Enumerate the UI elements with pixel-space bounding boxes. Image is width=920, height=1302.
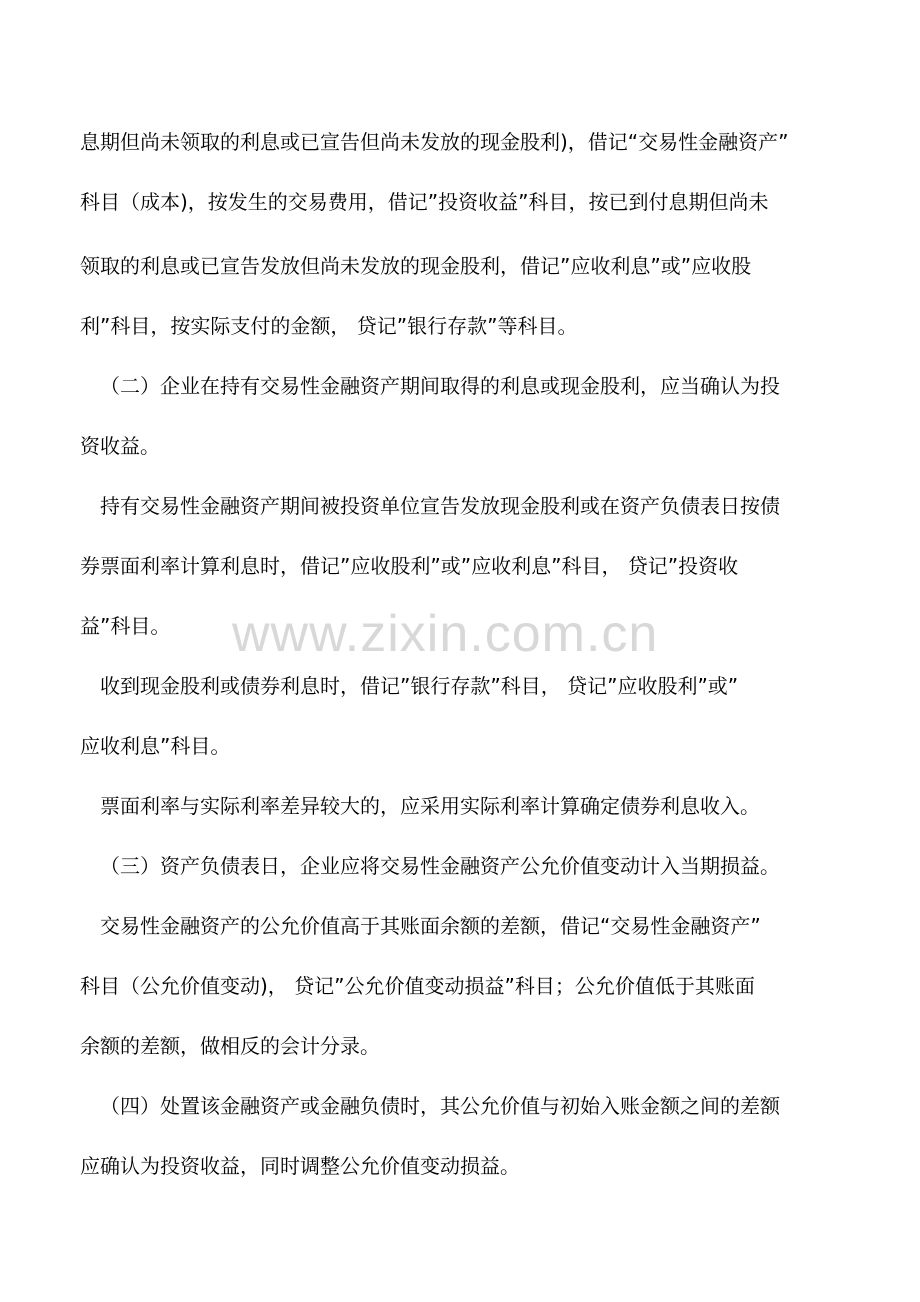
text-line: （三）资产负债表日，企业应将交易性金融资产公允价值变动计入当期损益。 <box>100 854 780 878</box>
text-line: 利”科目，按实际支付的金额， 贷记”银行存款”等科目。 <box>80 314 578 338</box>
text-line: 科目（公允价值变动)， 贷记”公允价值变动损益”科目；公允价值低于其账面 <box>80 974 755 998</box>
text-line: 交易性金融资产的公允价值高于其账面余额的差额，借记“交易性金融资产” <box>100 914 761 938</box>
text-line: 资收益。 <box>80 434 160 458</box>
text-line: 领取的利息或已宣告发放但尚未发放的现金股利，借记”应收利息”或”应收股 <box>80 254 752 278</box>
text-line: （四）处置该金融资产或金融负债时，其公允价值与初始入账金额之间的差额 <box>100 1094 780 1118</box>
text-line: 应收利息”科目。 <box>80 734 231 758</box>
text-line: 票面利率与实际利率差异较大的，应采用实际利率计算确定债券利息收入。 <box>100 794 760 818</box>
text-line: （二）企业在持有交易性金融资产期间取得的利息或现金股利，应当确认为投 <box>100 374 780 398</box>
text-line: 应确认为投资收益，同时调整公允价值变动损益。 <box>80 1154 520 1178</box>
text-line: 持有交易性金融资产期间被投资单位宣告发放现金股利或在资产负债表日按债 <box>100 494 780 518</box>
text-line: 息期但尚未领取的利息或已宣告但尚未发放的现金股利)，借记“交易性金融资产” <box>80 130 789 154</box>
text-line: 余额的差额，做相反的会计分录。 <box>80 1034 380 1058</box>
text-line: 益”科目。 <box>80 614 171 638</box>
text-line: 科目（成本)，按发生的交易费用，借记”投资收益”科目，按已到付息期但尚未 <box>80 190 769 214</box>
text-line: 券票面利率计算利息时，借记”应收股利”或”应收利息”科目， 贷记”投资收 <box>80 554 739 578</box>
watermark: www.zixin.com.cn <box>232 605 659 663</box>
text-line: 收到现金股利或债券利息时，借记”银行存款”科目， 贷记”应收股利”或” <box>100 674 739 698</box>
